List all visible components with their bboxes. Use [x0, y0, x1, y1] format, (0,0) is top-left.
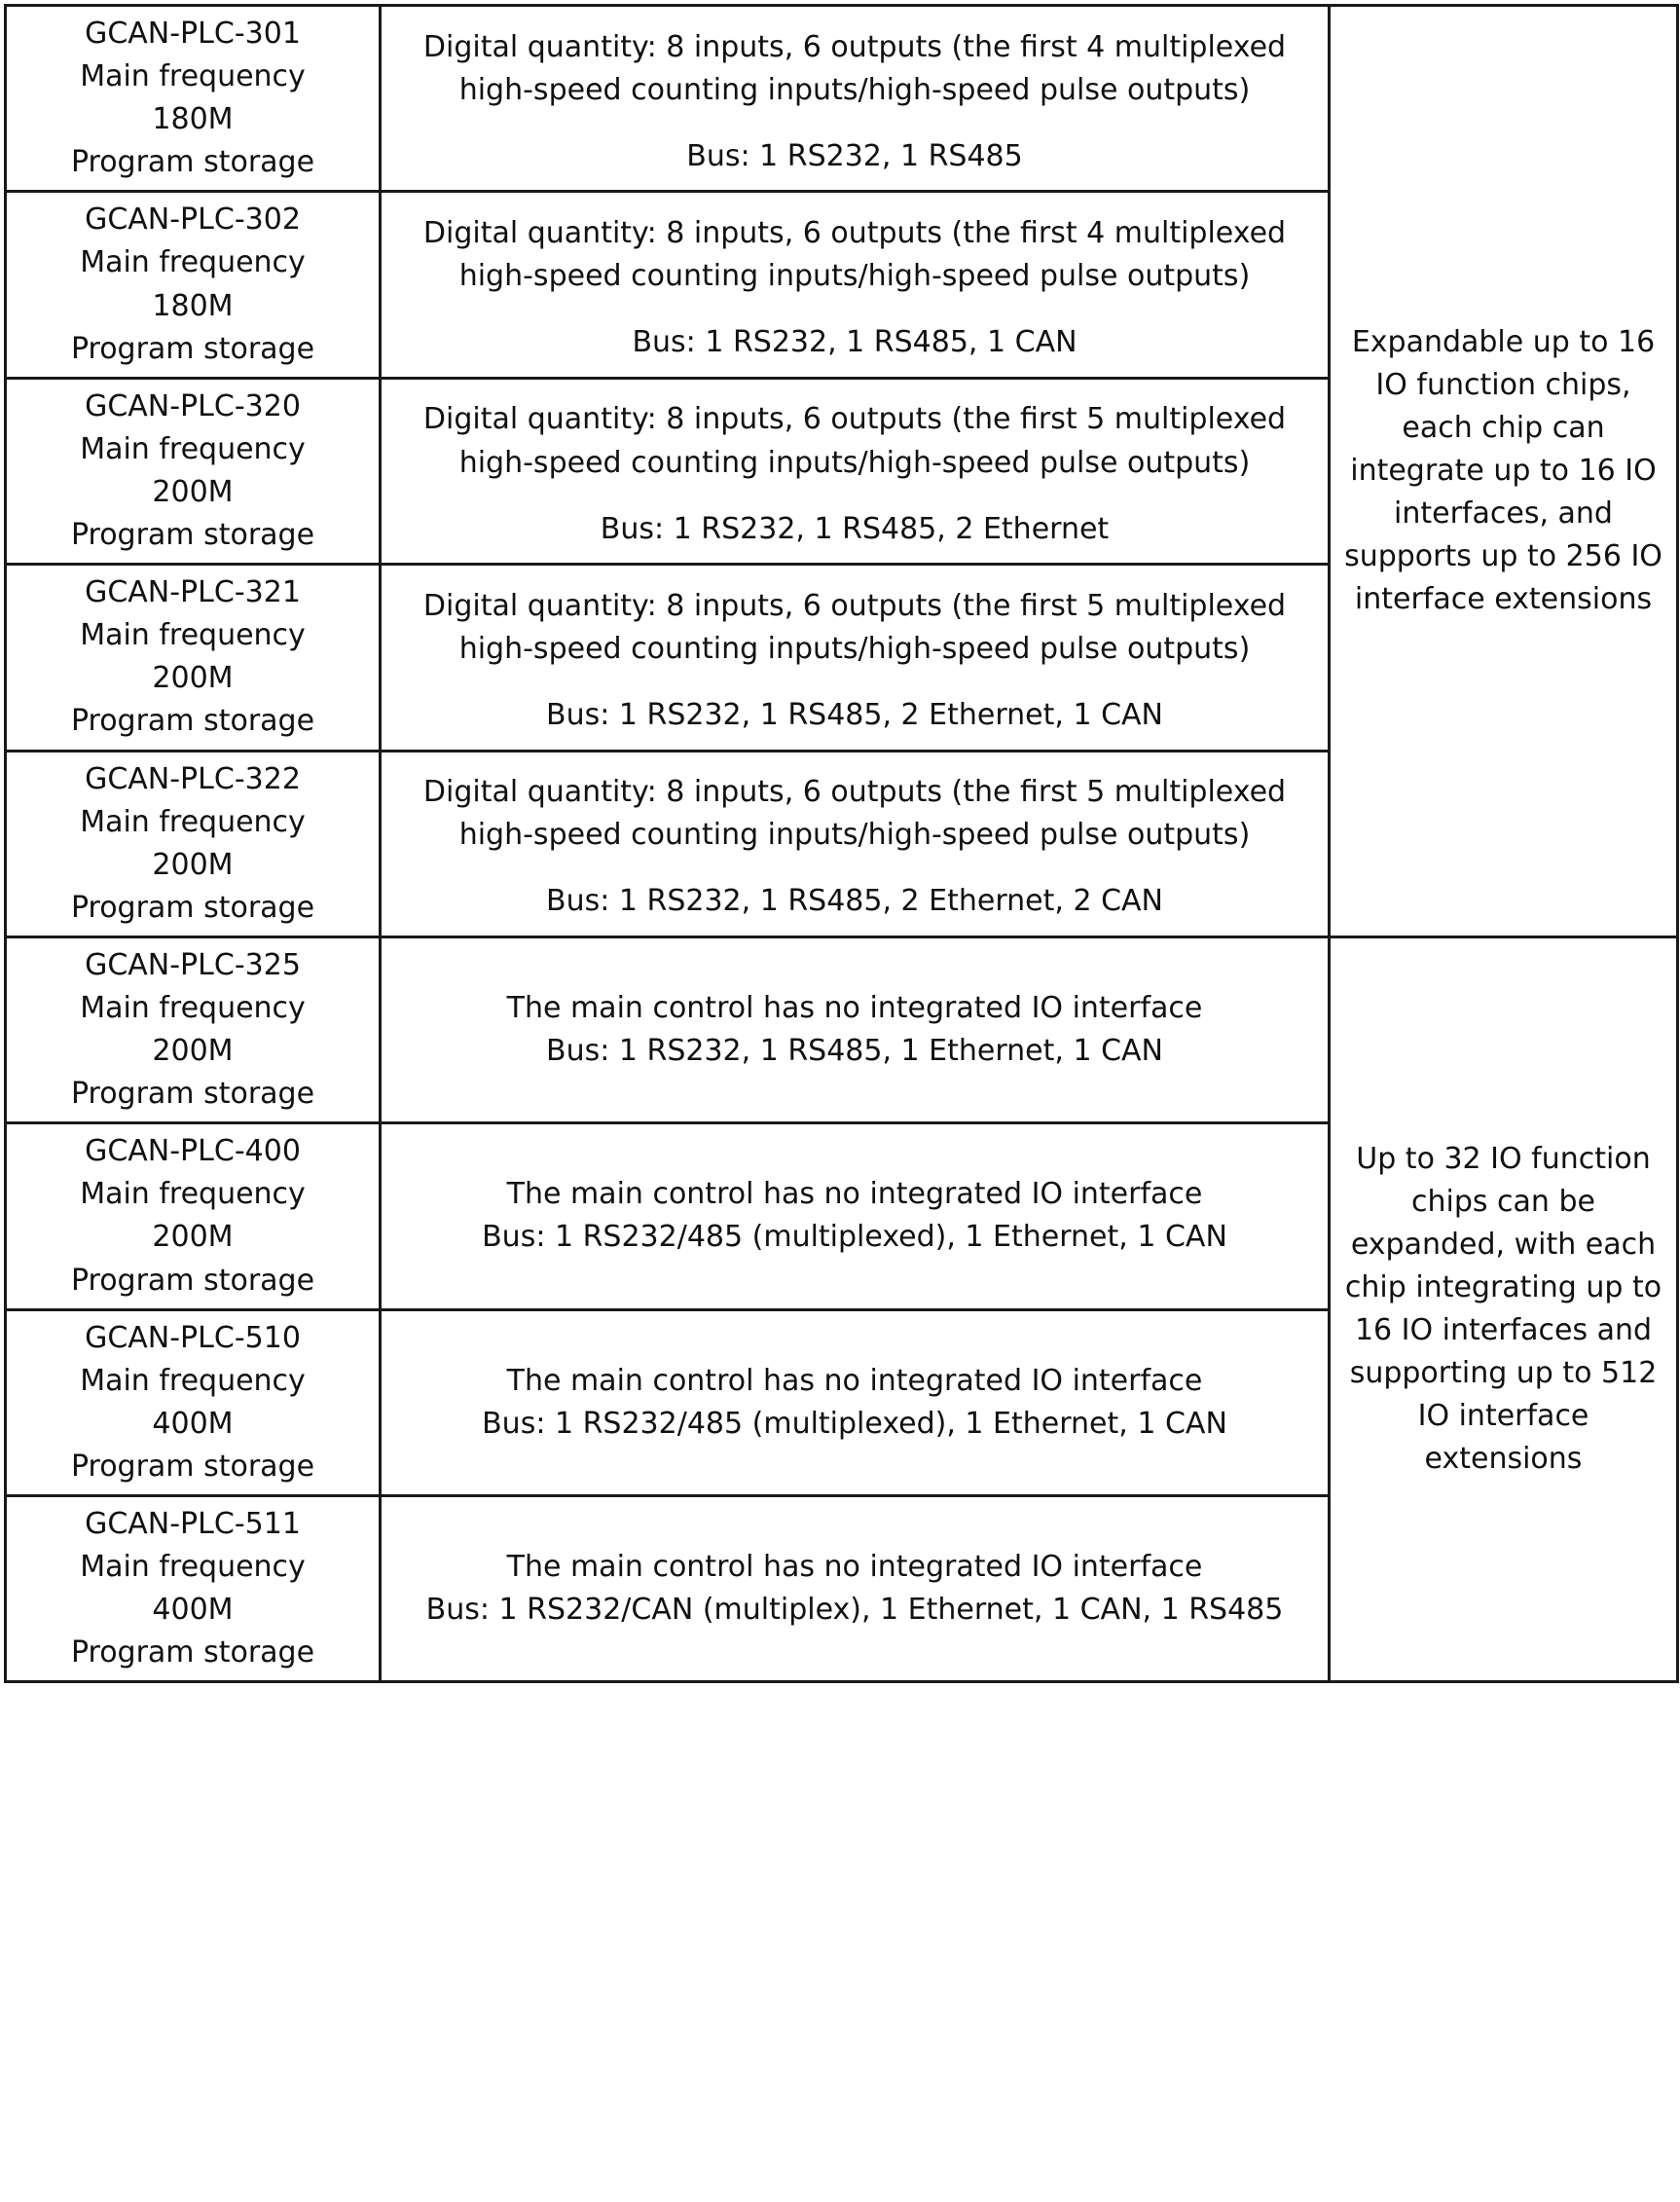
bus-cell: Bus: 1 RS232, 1 RS485: [381, 128, 1330, 192]
model-cell: [6, 1123, 381, 1309]
model-program-storage-label: Program storage: [70, 890, 315, 925]
model-main-frequency-value: 200M: [152, 661, 234, 696]
model-cell: [6, 751, 381, 936]
model-name: GCAN-PLC-321: [85, 575, 301, 610]
model-program-storage-label: Program storage: [70, 518, 315, 553]
model-name: GCAN-PLC-302: [85, 202, 301, 238]
bus-cell: Bus: 1 RS232, 1 RS485, 2 Ethernet, 2 CAN: [381, 872, 1330, 936]
model-main-frequency-label: Main frequency: [80, 804, 306, 839]
model-main-frequency-value: 180M: [152, 288, 234, 323]
model-cell: [6, 936, 381, 1122]
model-main-frequency-value: 400M: [152, 1593, 234, 1628]
model-main-frequency-label: Main frequency: [80, 618, 306, 653]
model-name: GCAN-PLC-511: [85, 1507, 301, 1541]
model-main-frequency-label: Main frequency: [80, 1550, 306, 1585]
model-main-frequency-value: 180M: [152, 102, 234, 137]
bus-cell: Bus: 1 RS232, 1 RS485, 1 CAN: [381, 313, 1330, 378]
model-name: GCAN-PLC-301: [85, 17, 301, 51]
description-cell: Digital quantity: 8 inputs, 6 outputs (the first 4 multiplexed high-speed counting inputs/high-speed pulse outputs): [381, 6, 1330, 128]
description-cell: The main control has no integrated IO interface Bus: 1 RS232/485 (multiplexed), 1 Ethernet, 1 CAN: [381, 1309, 1330, 1495]
model-cell: [6, 6, 381, 192]
model-main-frequency-label: Main frequency: [80, 1177, 306, 1212]
model-program-storage-label: Program storage: [70, 704, 315, 739]
model-cell: [6, 378, 381, 564]
expansion-cell-group-b: Up to 32 IO function chips can be expanded, with each chip integrating up to 16 IO interfaces and supporting up to 512 IO interface extensions: [1330, 936, 1678, 1682]
model-program-storage-label: Program storage: [70, 1263, 315, 1298]
model-main-frequency-label: Main frequency: [80, 990, 306, 1025]
model-program-storage-label: Program storage: [70, 1077, 315, 1112]
description-cell: Digital quantity: 8 inputs, 6 outputs (the first 4 multiplexed high-speed counting inputs/high-speed pulse outputs): [381, 192, 1330, 313]
description-cell: Digital quantity: 8 inputs, 6 outputs (the first 5 multiplexed high-speed counting inputs/high-speed pulse outputs): [381, 751, 1330, 872]
model-main-frequency-label: Main frequency: [80, 431, 306, 466]
model-program-storage-label: Program storage: [70, 1635, 315, 1670]
model-main-frequency-value: 400M: [152, 1406, 234, 1441]
table-row: [6, 936, 1678, 1122]
model-cell: [6, 565, 381, 751]
model-main-frequency-value: 200M: [152, 1034, 234, 1069]
description-cell: Digital quantity: 8 inputs, 6 outputs (the first 5 multiplexed high-speed counting inputs/high-speed pulse outputs): [381, 378, 1330, 499]
model-main-frequency-value: 200M: [152, 847, 234, 882]
model-main-frequency-label: Main frequency: [80, 59, 306, 94]
model-name: GCAN-PLC-510: [85, 1320, 301, 1355]
model-cell: [6, 192, 381, 378]
model-program-storage-label: Program storage: [70, 145, 315, 180]
model-cell: [6, 1309, 381, 1495]
description-cell: The main control has no integrated IO interface Bus: 1 RS232/CAN (multiplex), 1 Ethernet, 1 CAN, 1 RS485: [381, 1496, 1330, 1682]
model-main-frequency-value: 200M: [152, 1220, 234, 1255]
model-name: GCAN-PLC-400: [85, 1134, 301, 1169]
model-program-storage-label: Program storage: [70, 1449, 315, 1484]
description-cell: The main control has no integrated IO interface Bus: 1 RS232/485 (multiplexed), 1 Ethernet, 1 CAN: [381, 1123, 1330, 1309]
model-program-storage-label: Program storage: [70, 331, 315, 366]
model-main-frequency-label: Main frequency: [80, 245, 306, 280]
model-name: GCAN-PLC-325: [85, 947, 301, 982]
model-name: GCAN-PLC-320: [85, 388, 301, 423]
bus-cell: Bus: 1 RS232, 1 RS485, 2 Ethernet, 1 CAN: [381, 686, 1330, 751]
description-cell: The main control has no integrated IO interface Bus: 1 RS232, 1 RS485, 1 Ethernet, 1 CAN: [381, 936, 1330, 1122]
description-cell: Digital quantity: 8 inputs, 6 outputs (the first 5 multiplexed high-speed counting inputs/high-speed pulse outputs): [381, 565, 1330, 686]
expansion-cell-group-a: Expandable up to 16 IO function chips, each chip can integrate up to 16 IO interfaces, and supports up to 256 IO interface extensions: [1330, 6, 1678, 937]
table-row: [6, 6, 1678, 128]
model-main-frequency-value: 200M: [152, 474, 234, 509]
plc-specification-table: [4, 4, 1679, 1683]
bus-cell: Bus: 1 RS232, 1 RS485, 2 Ethernet: [381, 499, 1330, 564]
model-name: GCAN-PLC-322: [85, 761, 301, 796]
model-cell: [6, 1496, 381, 1682]
model-main-frequency-label: Main frequency: [80, 1363, 306, 1398]
